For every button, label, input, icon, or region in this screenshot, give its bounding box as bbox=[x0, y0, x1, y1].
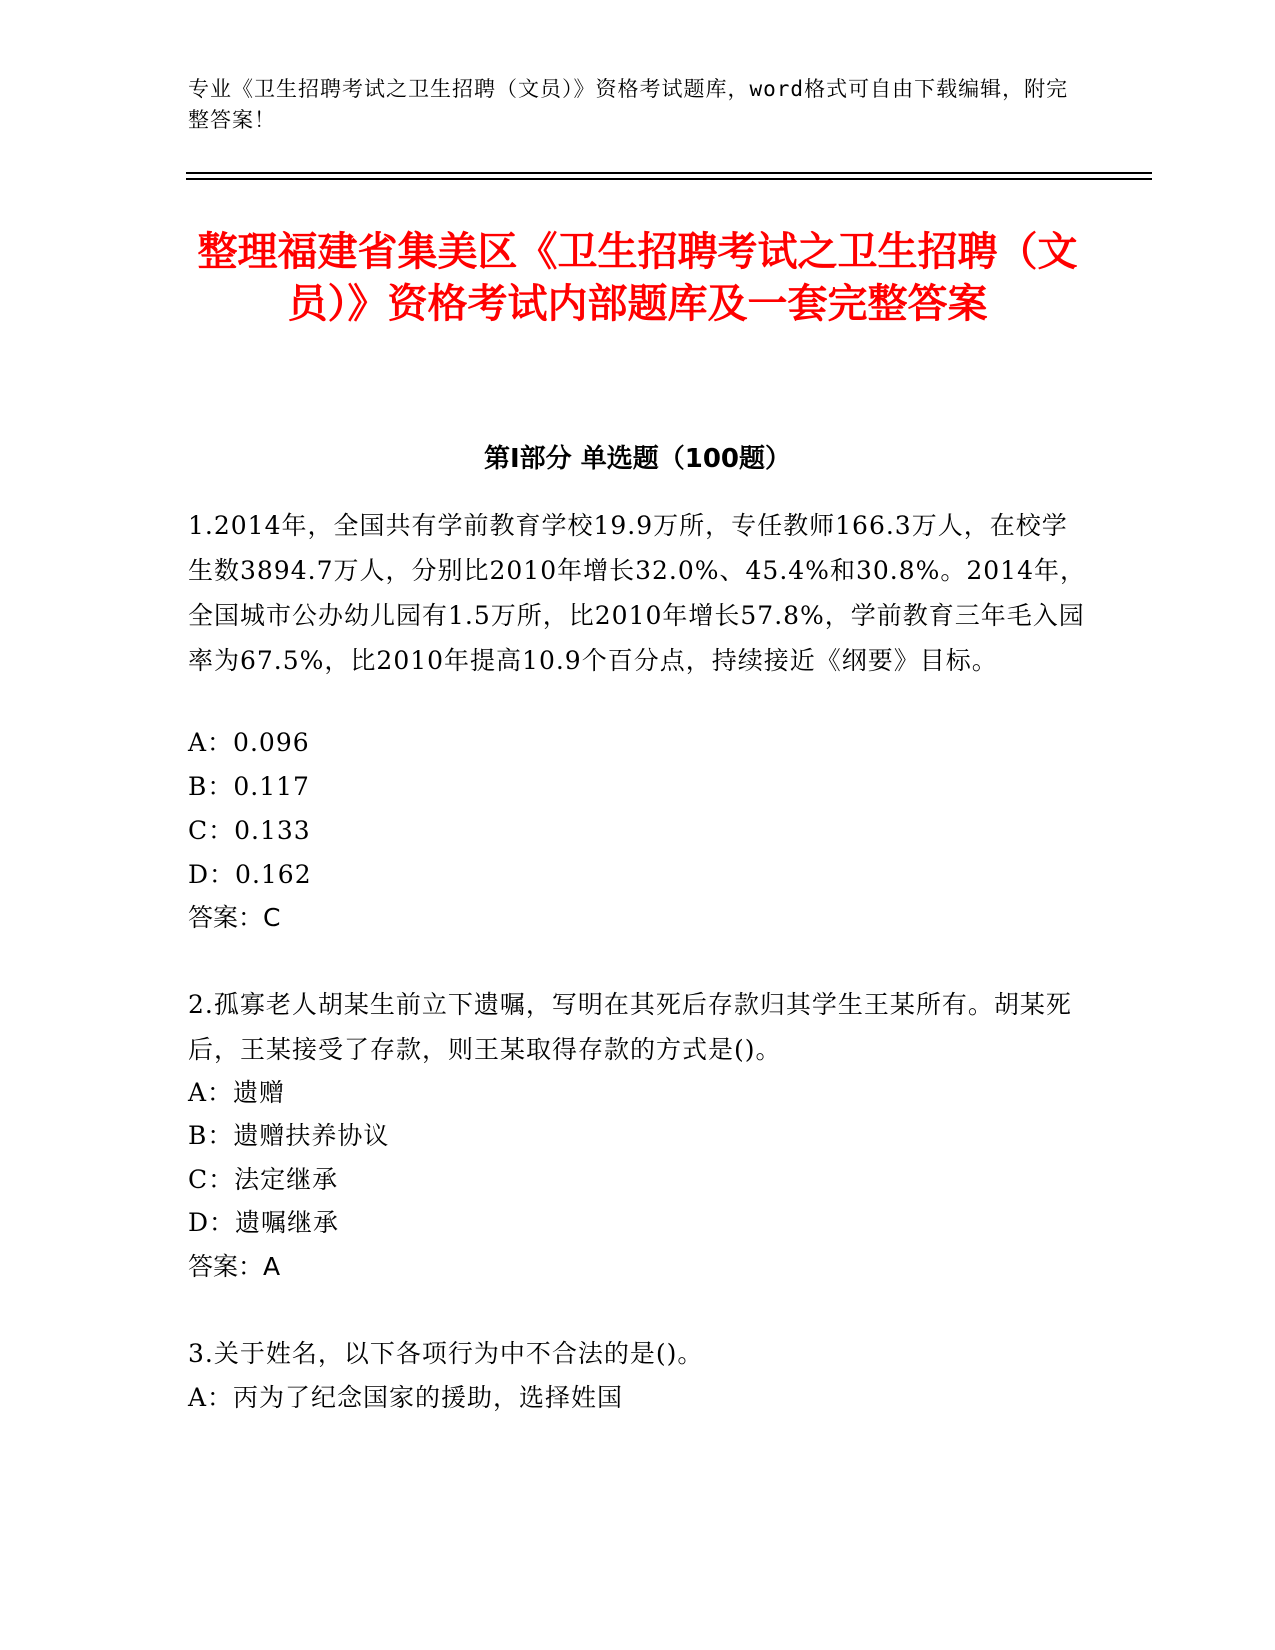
section-title: 第Ⅰ部分 单选题（100题） bbox=[484, 444, 791, 474]
question-1-option-c: C：0.133 bbox=[188, 816, 311, 845]
question-2-option-c: C：法定继承 bbox=[188, 1165, 339, 1194]
question-3-option-a: A：丙为了纪念国家的援助，选择姓国 bbox=[188, 1383, 624, 1412]
question-1-text: 1.2014年，全国共有学前教育学校19.9万所，专任教师166.3万人，在校学生数3894.7万人，分别比2010年增长32.0%、45.4%和30.8%。2014年，全国城市公办幼儿园有1.5万所，比2010年增长57.8%，学前教育三年毛入园率为67.5%，比2010年提高10.9个百分点，持续接近《纲要》目标。 bbox=[188, 511, 1086, 675]
question-3-text: 3.关于姓名，以下各项行为中不合法的是()。 bbox=[188, 1339, 704, 1368]
document-title: 整理福建省集美区《卫生招聘考试之卫生招聘（文员）》资格考试内部题库及一套完整答案 bbox=[197, 229, 1078, 327]
question-1-option-d: D：0.162 bbox=[188, 860, 312, 889]
question-2-text: 2.孤寡老人胡某生前立下遗嘱，写明在其死后存款归其学生王某所有。胡某死后，王某接受了存款，则王某取得存款的方式是()。 bbox=[188, 990, 1072, 1064]
header-divider-bottom bbox=[186, 178, 1152, 180]
question-2-answer: 答案：A bbox=[188, 1252, 281, 1281]
question-2-option-d: D：遗嘱继承 bbox=[188, 1208, 340, 1237]
question-2-option-a: A：遗赠 bbox=[188, 1078, 286, 1107]
question-1-answer: 答案：C bbox=[188, 903, 281, 932]
question-1-option-a: A：0.096 bbox=[188, 728, 310, 757]
question-2-option-b: B：遗赠扶养协议 bbox=[188, 1121, 390, 1150]
header-note: 专业《卫生招聘考试之卫生招聘（文员）》资格考试题库，word格式可自由下载编辑，附完整答案！ bbox=[188, 77, 1069, 132]
question-1-option-b: B：0.117 bbox=[188, 772, 310, 801]
header-divider-top bbox=[186, 172, 1152, 174]
